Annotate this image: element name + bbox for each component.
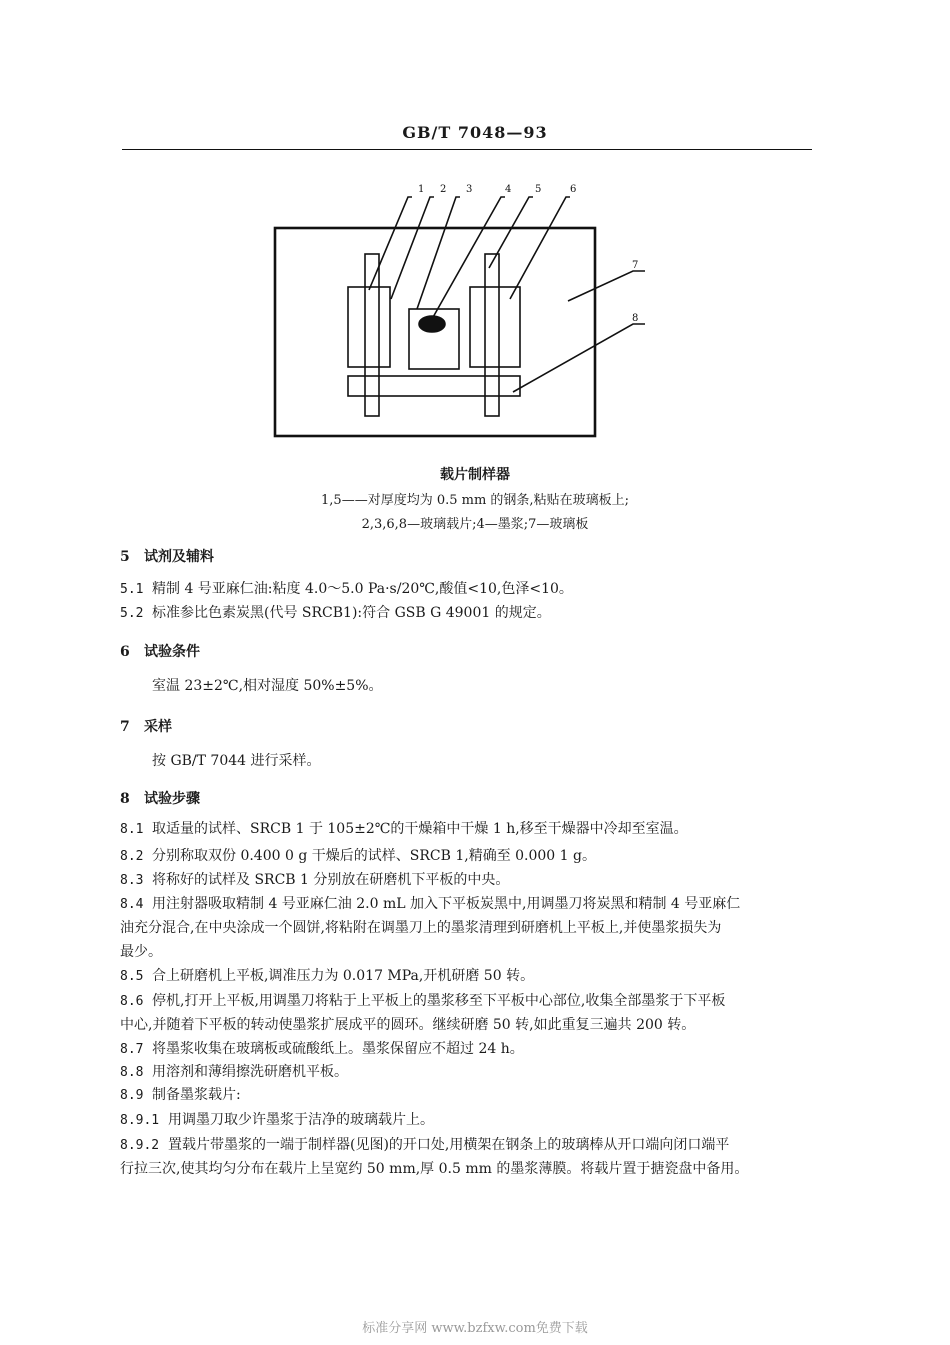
leader-2 (391, 197, 434, 299)
leader-1 (369, 197, 412, 290)
section-title: 试验步骤 (144, 791, 200, 807)
clause (120, 599, 820, 628)
callout-8: 8 (632, 313, 639, 324)
header-rule (122, 149, 812, 150)
section-title: 试验条件 (144, 644, 200, 660)
clause-number: 8.1 (120, 822, 144, 837)
steel-strip-5 (485, 254, 499, 416)
sample-device-figure (270, 178, 650, 443)
clause-number: 8.9.2 (120, 1138, 160, 1153)
clause-number: 8.8 (120, 1065, 144, 1080)
section-heading (120, 641, 200, 661)
section-heading (120, 716, 172, 736)
callout-7: 7 (632, 260, 639, 271)
clause-text: 室温 23±2℃,相对湿度 50%±5%。 (152, 678, 383, 694)
callout-3: 3 (466, 184, 473, 195)
clause-text: 分别称取双份 0.400 0 g 干燥后的试样、SRCB 1,精确至 0.000 1 g。 (152, 848, 596, 864)
section-heading (120, 788, 200, 808)
callout-2: 2 (440, 184, 447, 195)
clause-text: 置载片带墨浆的一端于制样器(见图)的开口处,用横架在钢条上的玻璃棒从开口端向闭口端平 (168, 1137, 730, 1153)
clause-text: 精制 4 号亚麻仁油:粘度 4.0～5.0 Pa·s/20℃,酸值<10,色泽<10。 (152, 581, 573, 597)
glass-slide-8 (348, 376, 520, 396)
clause-text: 将称好的试样及 SRCB 1 分别放在研磨机下平板的中央。 (152, 872, 510, 888)
clause-continuation: 油充分混合,在中央涂成一个圆饼,将粘附在调墨刀上的墨浆清理到研磨机上平板上,并使墨浆损失为 (120, 920, 722, 936)
clause-number: 8.5 (120, 969, 144, 984)
clause-continuation: 行拉三次,使其均匀分布在载片上呈宽约 50 mm,厚 0.5 mm 的墨浆薄膜。将载片置于搪瓷盘中备用。 (120, 1161, 749, 1177)
clause-text: 停机,打开上平板,用调墨刀将粘于上平板上的墨浆移至下平板中心部位,收集全部墨浆于下平板 (152, 993, 726, 1009)
section-title: 试剂及辅料 (144, 549, 214, 565)
figure-title: 载片制样器 (440, 467, 510, 483)
clause-text: 取适量的试样、SRCB 1 于 105±2℃的干燥箱中干燥 1 h,移至干燥器中冷却至室温。 (152, 821, 688, 837)
clause-number: 8.9 (120, 1088, 144, 1103)
section-number: 5 (120, 549, 130, 565)
figure-legend-line-2: 2,3,6,8—玻璃载片;4—墨浆;7—玻璃板 (361, 517, 589, 532)
callout-5: 5 (535, 184, 542, 195)
clause-number: 8.6 (120, 994, 144, 1009)
leader-7 (568, 271, 645, 301)
clause-number: 8.7 (120, 1042, 144, 1057)
clause-number: 5.2 (120, 606, 144, 621)
clause-text: 合上研磨机上平板,调准压力为 0.017 MPa,开机研磨 50 转。 (152, 968, 535, 984)
glass-slide-2 (348, 287, 390, 367)
clause-continuation: 最少。 (120, 944, 162, 960)
section-number: 6 (120, 644, 130, 660)
clause (120, 815, 820, 844)
section-number: 7 (120, 719, 130, 735)
section-heading (120, 546, 214, 566)
clause-text: 用溶剂和薄绢擦洗研磨机平板。 (152, 1064, 348, 1080)
clause-number: 8.3 (120, 873, 144, 888)
clause-continuation: 中心,并随着下平板的转动使墨浆扩展成平的圆环。继续研磨 50 转,如此重复三遍共 200 转。 (120, 1017, 696, 1033)
leader-6 (510, 197, 570, 299)
document-header: GB/T 7048—93 (402, 123, 548, 142)
clause-text: 按 GB/T 7044 进行采样。 (152, 753, 321, 769)
clause-number: 8.2 (120, 849, 144, 864)
footer-watermark: 标准分享网 www.bzfxw.com免费下载 (362, 1321, 588, 1336)
clause-text: 制备墨浆载片: (152, 1087, 241, 1103)
clause-number: 8.9.1 (120, 1113, 160, 1128)
clause-text: 将墨浆收集在玻璃板或硫酸纸上。墨浆保留应不超过 24 h。 (152, 1041, 524, 1057)
figure-legend-line-1: 1,5——对厚度均为 0.5 mm 的钢条,粘贴在玻璃板上; (321, 493, 629, 508)
clause-text: 用调墨刀取少许墨浆于洁净的玻璃载片上。 (168, 1112, 434, 1128)
callout-6: 6 (570, 184, 577, 195)
callout-4: 4 (505, 184, 512, 195)
callout-1: 1 (418, 184, 425, 195)
clause-number: 5.1 (120, 582, 144, 597)
section-number: 8 (120, 791, 130, 807)
steel-strip-1 (365, 254, 379, 416)
section-title: 采样 (144, 719, 172, 735)
glass-slide-6 (470, 287, 520, 367)
clause-number: 8.4 (120, 897, 144, 912)
leader-8 (513, 324, 645, 392)
clause-text: 用注射器吸取精制 4 号亚麻仁油 2.0 mL 加入下平板炭黑中,用调墨刀将炭黑和精制 4 号亚麻仁 (152, 896, 741, 912)
clause-text: 标准参比色素炭黑(代号 SRCB1):符合 GSB G 49001 的规定。 (152, 605, 551, 621)
